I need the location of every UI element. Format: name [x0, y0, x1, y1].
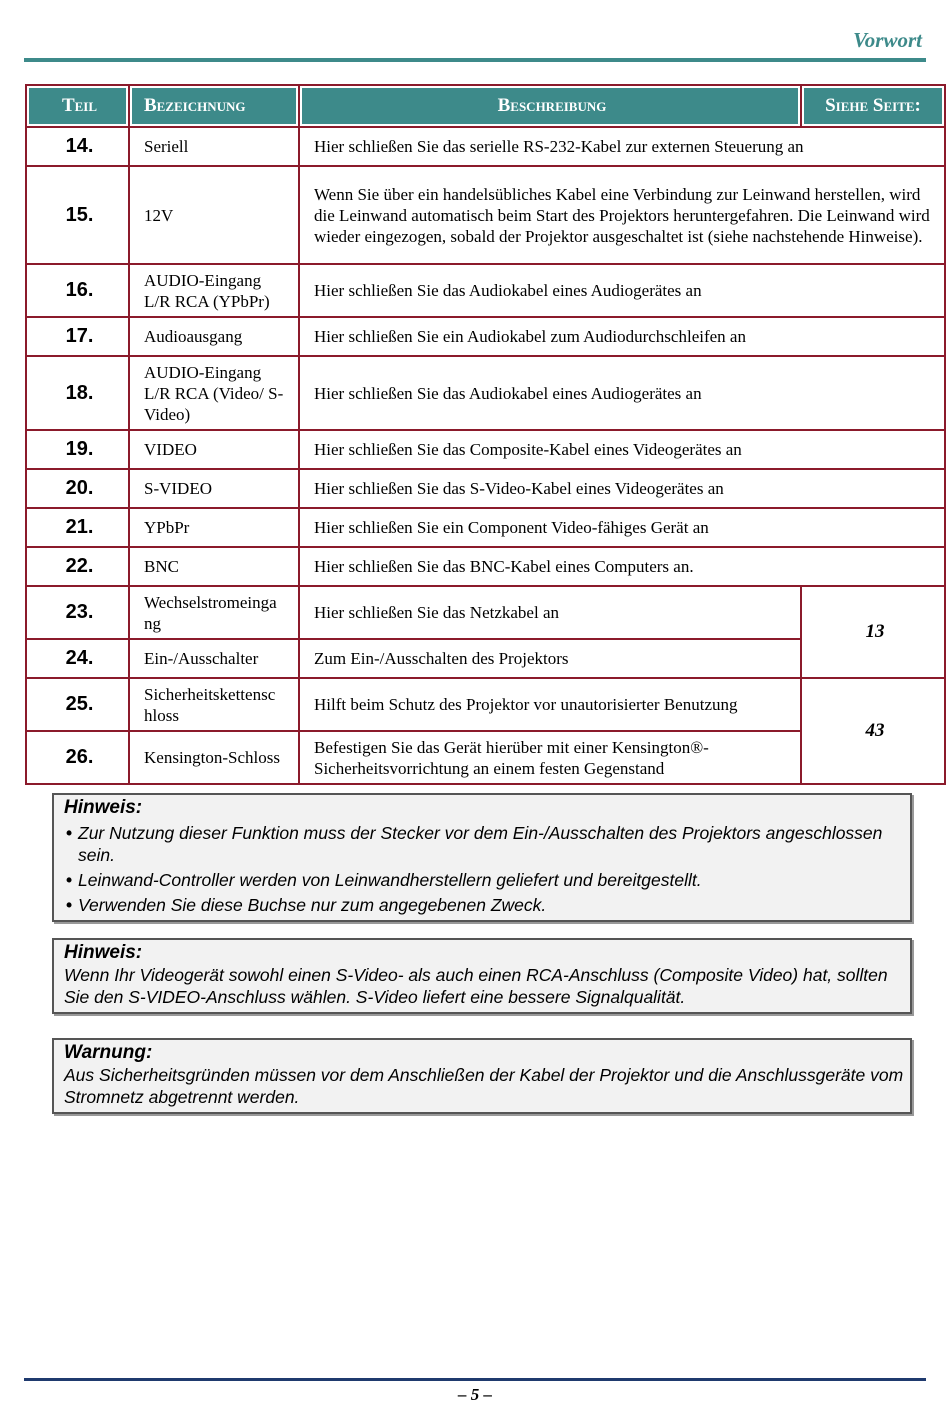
- column-header-teil: Teil: [26, 85, 129, 127]
- part-name: AUDIO-Eingang L/R RCA (Video/ S-Video): [129, 356, 299, 430]
- page-header-title: Vorwort: [853, 28, 922, 52]
- part-description: Hilft beim Schutz des Projektor vor unautorisierter Benutzung: [299, 678, 801, 731]
- table-row: [26, 317, 945, 356]
- note-item: • Leinwand-Controller werden von Leinwandherstellern geliefert und bereitgestellt.: [64, 869, 910, 891]
- part-name: S-VIDEO: [129, 469, 299, 508]
- part-name: Wechselstromeinga ng: [129, 586, 299, 639]
- page-reference: 13: [801, 586, 945, 678]
- note-box-2: [52, 938, 912, 1014]
- part-description: Zum Ein-/Ausschalten des Projektors: [299, 639, 801, 678]
- part-name: AUDIO-Eingang L/R RCA (YPbPr): [129, 264, 299, 317]
- note-text: Wenn Ihr Videogerät sowohl einen S-Video- als auch einen RCA-Anschluss (Composite Video) hat, sollten Sie den S-VIDEO-Anschluss wählen. S-Video liefert eine bessere Signalqualität.: [64, 965, 888, 1007]
- part-description: Hier schließen Sie das serielle RS-232-Kabel zur externen Steuerung an: [299, 127, 945, 166]
- table-header-row: [26, 85, 945, 127]
- note-box-1: [52, 793, 912, 922]
- note-list: [64, 822, 910, 916]
- part-number: 16.: [26, 264, 129, 317]
- part-number: 25.: [26, 678, 129, 731]
- column-header-beschreibung: Beschreibung: [299, 85, 801, 127]
- note-title: Hinweis:: [64, 797, 143, 818]
- note-item: • Verwenden Sie diese Buchse nur zum angegebenen Zweck.: [64, 894, 910, 916]
- note-item: • Zur Nutzung dieser Funktion muss der Stecker vor dem Ein-/Ausschalten des Projektors angeschlossen sein.: [64, 822, 910, 866]
- part-number: 14.: [26, 127, 129, 166]
- page-number: – 5 –: [458, 1385, 492, 1404]
- page-reference: 43: [801, 678, 945, 784]
- table-row: [26, 469, 945, 508]
- warning-title: Warnung:: [64, 1042, 153, 1063]
- part-number: 21.: [26, 508, 129, 547]
- part-number: 26.: [26, 731, 129, 784]
- part-name: Kensington-Schloss: [129, 731, 299, 784]
- column-header-siehe-seite: Siehe Seite:: [801, 85, 945, 127]
- part-description: Hier schließen Sie ein Audiokabel zum Audiodurchschleifen an: [299, 317, 945, 356]
- note-title: Hinweis:: [64, 942, 143, 963]
- part-number: 24.: [26, 639, 129, 678]
- table-row: [26, 166, 945, 264]
- table-row: [26, 508, 945, 547]
- part-name: BNC: [129, 547, 299, 586]
- part-description: Hier schließen Sie das Composite-Kabel eines Videogerätes an: [299, 430, 945, 469]
- part-name: 12V: [129, 166, 299, 264]
- part-name: VIDEO: [129, 430, 299, 469]
- warning-text: Aus Sicherheitsgründen müssen vor dem Anschließen der Kabel der Projektor und die Anschlussgeräte vom Stromnetz abgetrennt werden.: [64, 1065, 904, 1107]
- parts-table: [25, 84, 946, 785]
- table-row: [26, 586, 945, 639]
- part-description: Hier schließen Sie das BNC-Kabel eines Computers an.: [299, 547, 945, 586]
- part-description: Befestigen Sie das Gerät hierüber mit einer Kensington®-Sicherheitsvorrichtung an einem festen Gegenstand: [299, 731, 801, 784]
- part-description: Wenn Sie über ein handelsübliches Kabel eine Verbindung zur Leinwand herstellen, wird die Leinwand automatisch beim Start des Projektors heruntergefahren. Die Leinwand wird wieder eingezogen, sobald der Projektor ausgeschaltet ist (siehe nachstehende Hinweise).: [299, 166, 945, 264]
- parts-table-container: [25, 84, 944, 785]
- warning-box: [52, 1038, 912, 1114]
- part-name: Seriell: [129, 127, 299, 166]
- header-rule: [24, 58, 926, 62]
- part-number: 17.: [26, 317, 129, 356]
- part-number: 18.: [26, 356, 129, 430]
- part-name: Audioausgang: [129, 317, 299, 356]
- part-number: 15.: [26, 166, 129, 264]
- table-row: [26, 678, 945, 731]
- part-number: 22.: [26, 547, 129, 586]
- column-header-bezeichnung: Bezeichnung: [129, 85, 299, 127]
- table-row: [26, 127, 945, 166]
- part-description: Hier schließen Sie das Audiokabel eines Audiogerätes an: [299, 264, 945, 317]
- table-row: [26, 547, 945, 586]
- footer-rule: [24, 1378, 926, 1381]
- part-name: YPbPr: [129, 508, 299, 547]
- part-number: 19.: [26, 430, 129, 469]
- part-description: Hier schließen Sie das Netzkabel an: [299, 586, 801, 639]
- part-description: Hier schließen Sie ein Component Video-fähiges Gerät an: [299, 508, 945, 547]
- table-row: [26, 264, 945, 317]
- part-name: Ein-/Ausschalter: [129, 639, 299, 678]
- part-name: Sicherheitskettensc hloss: [129, 678, 299, 731]
- part-description: Hier schließen Sie das Audiokabel eines Audiogerätes an: [299, 356, 945, 430]
- part-number: 23.: [26, 586, 129, 639]
- part-description: Hier schließen Sie das S-Video-Kabel eines Videogerätes an: [299, 469, 945, 508]
- table-row: [26, 356, 945, 430]
- part-number: 20.: [26, 469, 129, 508]
- table-row: [26, 430, 945, 469]
